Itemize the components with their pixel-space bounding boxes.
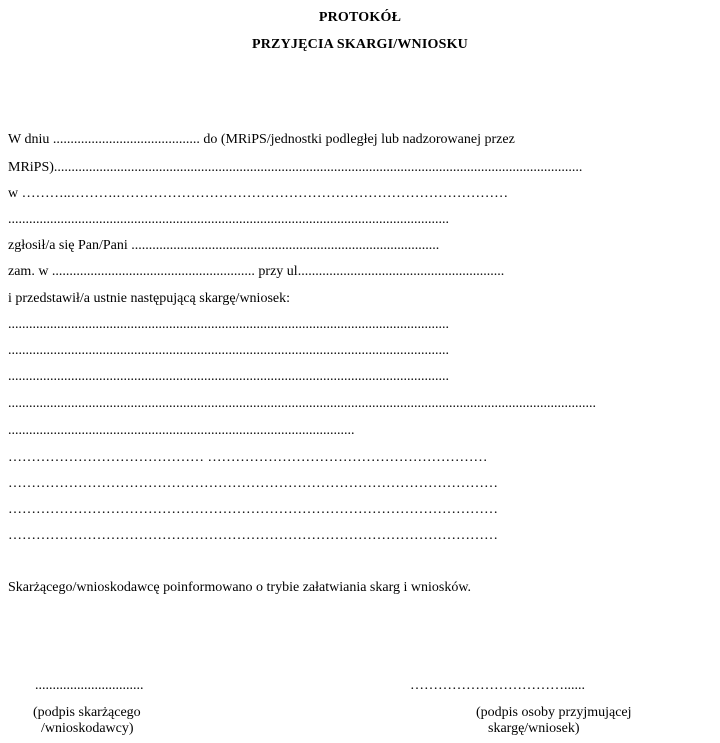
form-line: ……………………………………………………………………………………………: [8, 528, 498, 543]
form-line: ..............................................................................................................................: [8, 317, 449, 332]
form-line: zgłosił/a się Pan/Pani ........................................................................................: [8, 238, 440, 253]
form-line: ........................................................................................................................................................................: [8, 396, 596, 411]
signature-line-receiver: ……………………………......: [410, 678, 585, 693]
form-line: i przedstawił/a ustnie następującą skargę/wniosek:: [8, 291, 290, 306]
signature-label-complainant: /wnioskodawcy): [41, 721, 134, 736]
form-line: ..............................................................................................................................: [8, 343, 449, 358]
signature-label-receiver: (podpis osoby przyjmującej: [476, 705, 632, 720]
info-text: Skarżącego/wnioskodawcę poinformowano o trybie załatwiania skarg i wniosków.: [8, 580, 472, 595]
document-title: PROTOKÓŁ: [318, 10, 402, 25]
form-line: MRiPS).......................................................................................................................................................: [8, 160, 583, 175]
form-line: …………………………………… ……………………………………………………: [8, 450, 488, 465]
signature-label-receiver: skargę/wniosek): [488, 721, 580, 736]
form-line: zam. w .......................................................... przy ul...........................................................: [8, 264, 505, 279]
form-line: ...................................................................................................: [8, 423, 355, 438]
document-subtitle: PRZYJĘCIA SKARGI/WNIOSKU: [251, 37, 468, 52]
form-line: ……………………………………………………………………………………………: [8, 502, 498, 517]
form-line: w ………..……….…………………………………………………………………………: [8, 186, 509, 201]
form-line: ……………………………………………………………………………………………: [8, 476, 498, 491]
form-line: ..............................................................................................................................: [8, 369, 449, 384]
form-line: W dniu .......................................... do (MRiPS/jednostki podległej lub nadzorowanej przez: [8, 132, 515, 147]
form-line: ..............................................................................................................................: [8, 212, 449, 227]
signature-line-complainant: ...............................: [35, 678, 144, 693]
signature-label-complainant: (podpis skarżącego: [33, 705, 141, 720]
